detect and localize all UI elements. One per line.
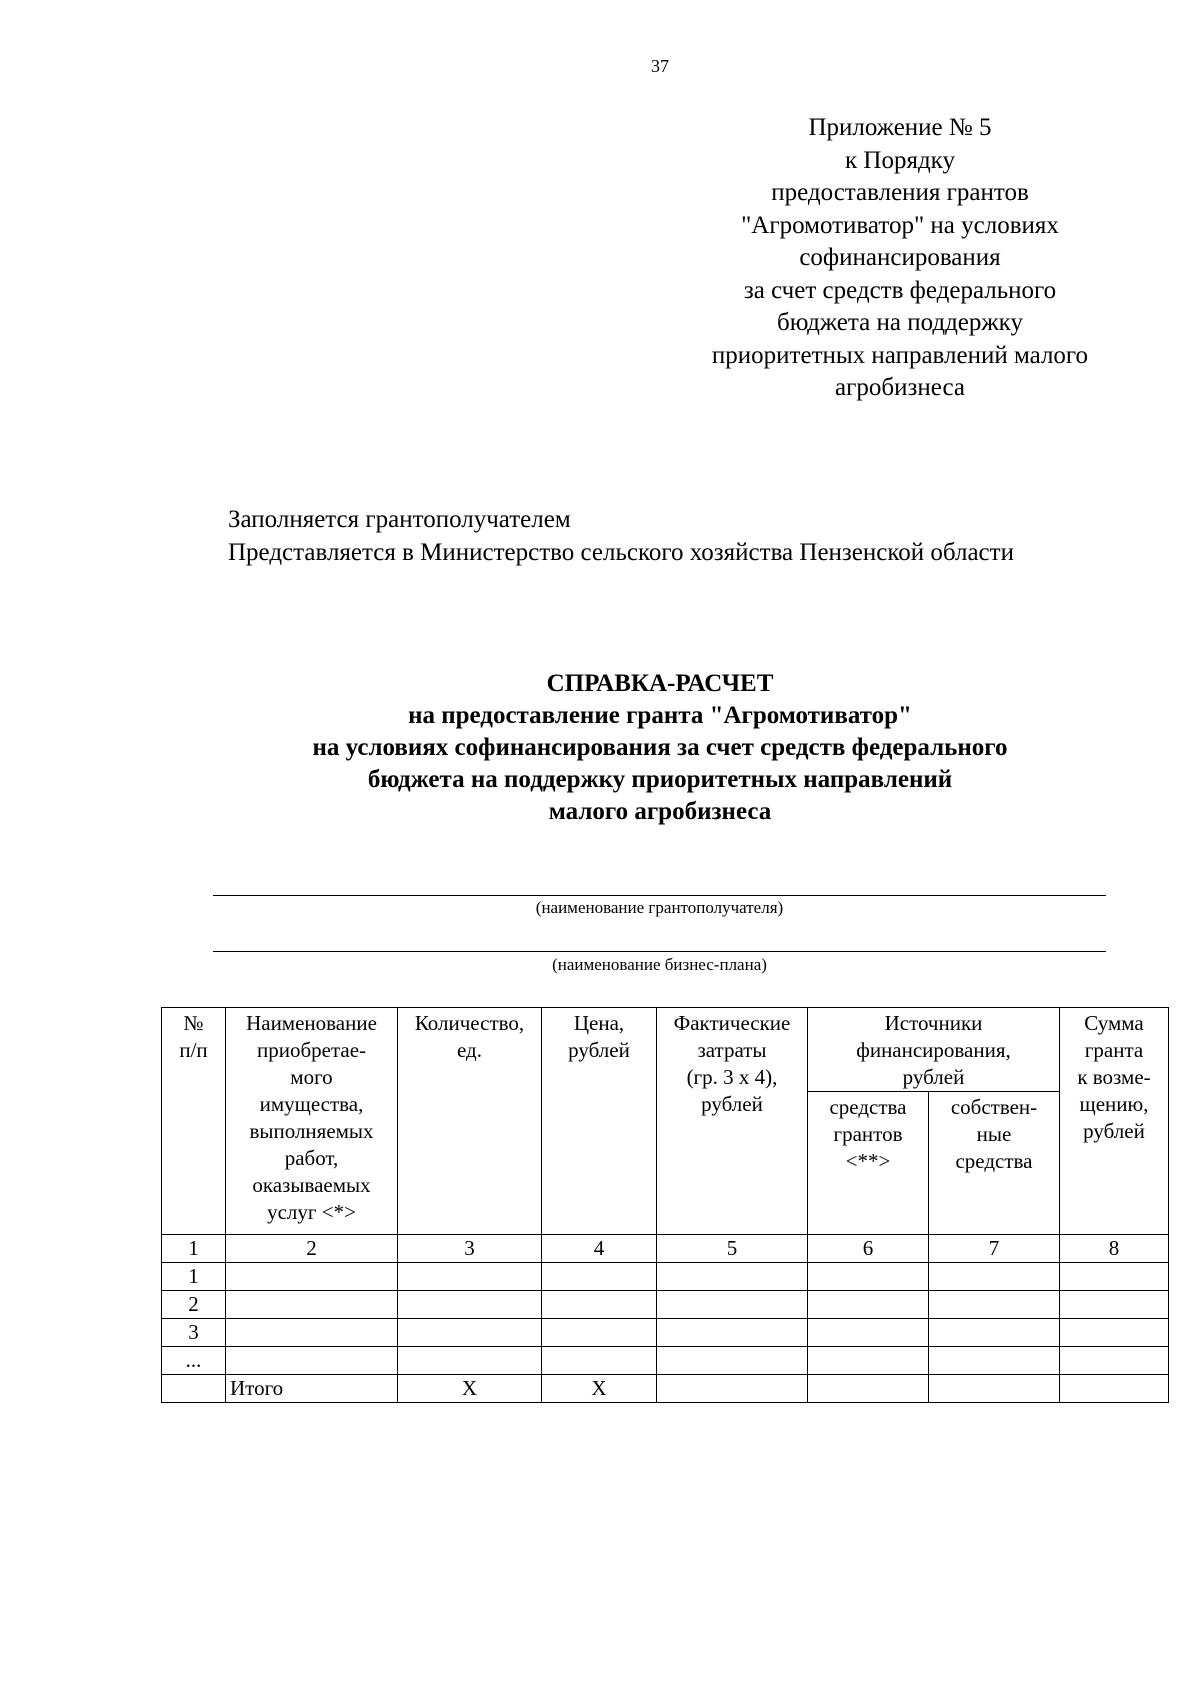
grant-amount-total-cell[interactable] bbox=[1060, 1375, 1169, 1403]
actual-costs-cell[interactable] bbox=[657, 1263, 808, 1291]
header-row-number: № п/п bbox=[162, 1008, 226, 1235]
grant-funds-cell[interactable] bbox=[808, 1263, 929, 1291]
appendix-line: Приложение № 5 bbox=[808, 114, 992, 141]
grant-funds-total-cell[interactable] bbox=[808, 1375, 929, 1403]
appendix-line: "Агромотиватор" на условиях bbox=[741, 211, 1059, 239]
row-number-cell: 2 bbox=[162, 1291, 226, 1319]
item-name-cell[interactable] bbox=[226, 1291, 398, 1319]
appendix-line: приоритетных направлений малого bbox=[711, 341, 1089, 369]
table-row bbox=[162, 1319, 1169, 1347]
price-cell: Х bbox=[542, 1375, 657, 1403]
item-name-cell[interactable] bbox=[226, 1319, 398, 1347]
document-title bbox=[210, 668, 1110, 828]
row-number-cell: 3 bbox=[162, 1319, 226, 1347]
price-cell[interactable] bbox=[542, 1347, 657, 1375]
business-plan-name-line[interactable] bbox=[213, 951, 1106, 952]
appendix-line: агробизнеса bbox=[835, 374, 965, 401]
table-row bbox=[162, 1263, 1169, 1291]
title-line: на условиях софинансирования за счет средств федерального bbox=[312, 734, 1008, 761]
column-number: 1 bbox=[162, 1235, 226, 1263]
header-own-funds: собствен- ные средства bbox=[929, 1092, 1060, 1235]
submitted-to-note: Представляется в Министерство сельского хозяйства Пензенской области bbox=[228, 539, 1014, 566]
quantity-cell[interactable] bbox=[398, 1263, 542, 1291]
appendix-line: предоставления грантов bbox=[771, 179, 1029, 206]
item-name-cell[interactable] bbox=[226, 1347, 398, 1375]
actual-costs-cell[interactable] bbox=[657, 1347, 808, 1375]
grant-funds-cell[interactable] bbox=[808, 1347, 929, 1375]
column-number-row bbox=[162, 1235, 1169, 1263]
column-number: 5 bbox=[657, 1235, 808, 1263]
fill-notes bbox=[228, 503, 1014, 569]
table-row bbox=[162, 1347, 1169, 1375]
actual-costs-cell[interactable] bbox=[657, 1319, 808, 1347]
grant-amount-cell[interactable] bbox=[1060, 1263, 1169, 1291]
appendix-line: бюджета на поддержку bbox=[777, 309, 1023, 336]
price-cell[interactable] bbox=[542, 1291, 657, 1319]
grant-amount-cell[interactable] bbox=[1060, 1347, 1169, 1375]
title-line: бюджета на поддержку приоритетных направлений bbox=[367, 766, 953, 793]
quantity-cell[interactable] bbox=[398, 1291, 542, 1319]
appendix-reference bbox=[690, 112, 1110, 405]
header-quantity: Количество, ед. bbox=[398, 1008, 542, 1235]
title-line: СПРАВКА-РАСЧЕТ bbox=[546, 670, 774, 697]
calculation-table bbox=[161, 1007, 1169, 1403]
table-row bbox=[162, 1291, 1169, 1319]
own-funds-cell[interactable] bbox=[929, 1319, 1060, 1347]
grant-amount-cell[interactable] bbox=[1060, 1319, 1169, 1347]
page-number: 37 bbox=[651, 56, 669, 76]
column-number: 4 bbox=[542, 1235, 657, 1263]
actual-costs-cell[interactable] bbox=[657, 1291, 808, 1319]
column-number: 2 bbox=[226, 1235, 398, 1263]
column-number: 3 bbox=[398, 1235, 542, 1263]
quantity-cell[interactable] bbox=[398, 1347, 542, 1375]
title-line: на предоставление гранта "Агромотиватор" bbox=[408, 702, 912, 729]
total-label: Итого bbox=[226, 1375, 398, 1403]
appendix-line: к Порядку bbox=[845, 146, 955, 174]
quantity-cell: Х bbox=[398, 1375, 542, 1403]
total-row bbox=[162, 1375, 1169, 1403]
filled-by-note: Заполняется грантополучателем bbox=[228, 506, 571, 533]
own-funds-cell[interactable] bbox=[929, 1291, 1060, 1319]
appendix-line: за счет средств федерального bbox=[743, 276, 1057, 304]
row-number-cell: 1 bbox=[162, 1263, 226, 1291]
header-funding-sources: Источники финансирования, рублей bbox=[808, 1008, 1060, 1092]
business-plan-name-caption: (наименование бизнес-плана) bbox=[552, 955, 767, 974]
row-number-cell bbox=[162, 1375, 226, 1403]
grant-amount-cell[interactable] bbox=[1060, 1291, 1169, 1319]
title-line: малого агробизнеса bbox=[548, 798, 772, 825]
price-cell[interactable] bbox=[542, 1319, 657, 1347]
header-grant-amount: Сумма гранта к возме- щению, рублей bbox=[1060, 1008, 1169, 1235]
quantity-cell[interactable] bbox=[398, 1319, 542, 1347]
recipient-name-caption: (наименование грантополучателя) bbox=[535, 898, 784, 917]
header-price: Цена, рублей bbox=[542, 1008, 657, 1235]
recipient-name-line[interactable] bbox=[213, 895, 1106, 896]
column-number: 8 bbox=[1060, 1235, 1169, 1263]
actual-costs-total-cell[interactable] bbox=[657, 1375, 808, 1403]
appendix-line: софинансирования bbox=[799, 244, 1001, 271]
column-number: 7 bbox=[929, 1235, 1060, 1263]
own-funds-total-cell[interactable] bbox=[929, 1375, 1060, 1403]
header-grant-funds: средства грантов <**> bbox=[808, 1092, 929, 1235]
header-actual-costs: Фактические затраты (гр. 3 х 4), рублей bbox=[657, 1008, 808, 1235]
column-number: 6 bbox=[808, 1235, 929, 1263]
header-item-name: Наименование приобретае- мого имущества, выполняемых работ, оказываемых услуг <*> bbox=[226, 1008, 398, 1235]
grant-funds-cell[interactable] bbox=[808, 1319, 929, 1347]
own-funds-cell[interactable] bbox=[929, 1347, 1060, 1375]
row-number-cell: ... bbox=[162, 1347, 226, 1375]
grant-funds-cell[interactable] bbox=[808, 1291, 929, 1319]
own-funds-cell[interactable] bbox=[929, 1263, 1060, 1291]
item-name-cell[interactable] bbox=[226, 1263, 398, 1291]
price-cell[interactable] bbox=[542, 1263, 657, 1291]
